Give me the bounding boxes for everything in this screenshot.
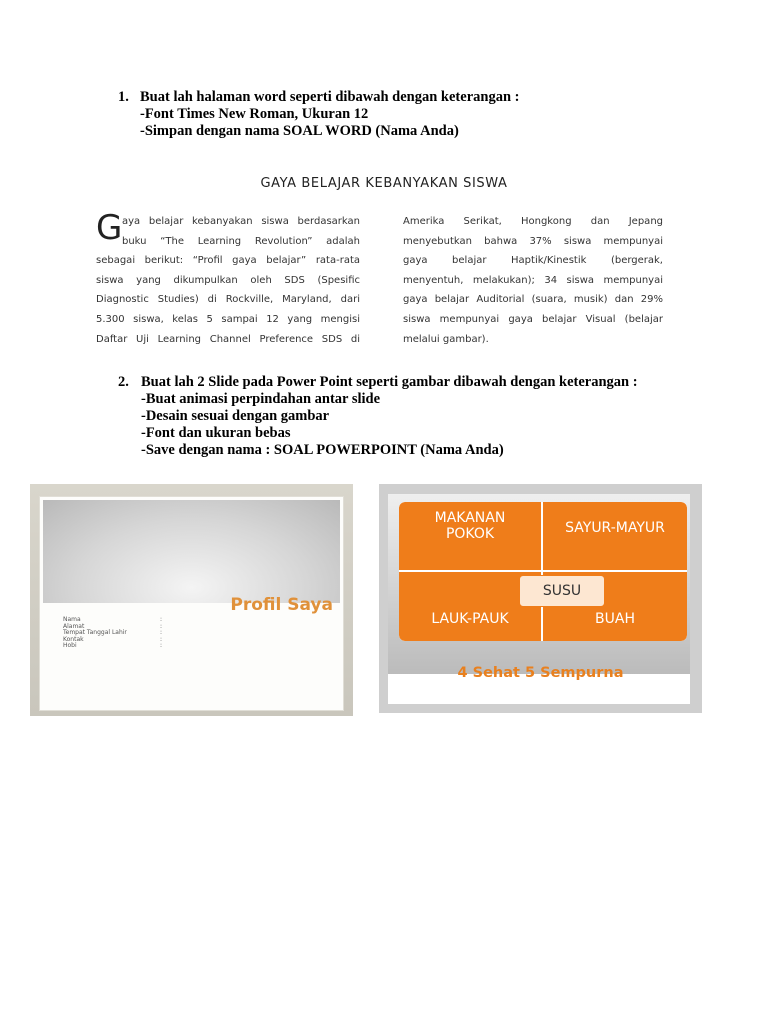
profile-colon: : [160, 635, 163, 643]
cell-susu: SUSU [519, 575, 605, 607]
question-1-line: Buat lah halaman word seperti dibawah dengan keterangan : [140, 89, 520, 105]
article-line: gaya belajar Auditorial (suara, musik) dan 29% [403, 294, 663, 306]
cell-label: POKOK [445, 526, 495, 542]
question-2-line: -Desain sesuai dengan gambar [141, 408, 330, 424]
cell-label: MAKANAN [434, 510, 506, 526]
article-column-right [403, 212, 663, 349]
profile-field-label: Alamat [63, 622, 85, 630]
profile-colon: : [160, 616, 163, 623]
article-line: menyentuh, melakukan); 34 siswa mempunyai [403, 274, 663, 286]
article-line: menyebutkan bahwa 37% siswa mempunyai [403, 235, 663, 247]
profile-colon: : [160, 629, 163, 636]
question-1-line: -Font Times New Roman, Ukuran 12 [140, 106, 369, 122]
article-line: sebagai berikut: “Profil gaya belajar” rata-rata [96, 255, 360, 267]
article-line: Amerika Serikat, Hongkong dan Jepang [403, 216, 663, 227]
article-title: GAYA BELAJAR KEBANYAKAN SISWA [260, 176, 508, 191]
profile-fields [63, 617, 127, 650]
profile-field-label: Kontak [63, 635, 84, 643]
article-line: siswa mempunyai gaya belajar Visual (belajar [403, 313, 663, 325]
drop-cap: G [96, 208, 123, 248]
cell-sayur-mayur: SAYUR-MAYUR [543, 502, 687, 570]
profile-colon: : [160, 622, 163, 630]
article-line: buku “The Learning Revolution” adalah [122, 235, 360, 247]
slide-banner [43, 500, 340, 603]
question-2-line: -Buat animasi perpindahan antar slide [141, 391, 381, 407]
profile-field-label: Nama [63, 616, 81, 623]
article-line: Diagnostic Studies) di Rockville, Maryland, dari [96, 294, 360, 306]
cell-lauk-pauk: LAUK-PAUK [399, 572, 541, 641]
article-column-left [96, 208, 360, 349]
slide-title: Profil Saya [230, 595, 333, 615]
profile-field-label: Hobi [63, 642, 77, 649]
food-grid [399, 502, 687, 641]
question-2-number: 2. [118, 374, 129, 390]
cell-makanan-pokok [399, 502, 541, 570]
question-2-line: Buat lah 2 Slide pada Power Point seperti gambar dibawah dengan keterangan : [141, 374, 638, 390]
slide-4-sehat [379, 484, 702, 713]
question-2-line: -Font dan ukuran bebas [141, 425, 291, 441]
cell-buah: BUAH [543, 572, 687, 641]
slide-title: 4 Sehat 5 Sempurna [457, 665, 624, 681]
slide-profil-saya [30, 484, 353, 716]
slide-canvas [39, 496, 344, 711]
article-line: gaya belajar Haptik/Kinestik (bergerak, [403, 255, 663, 267]
article-line: siswa yang dikumpulkan oleh SDS (Spesific [96, 274, 360, 286]
article-line: aya belajar kebanyakan siswa berdasarkan [122, 216, 360, 227]
question-2-line: -Save dengan nama : SOAL POWERPOINT (Nama Anda) [141, 442, 504, 458]
article-line: Daftar Uji Learning Channel Preference SDS di [96, 333, 360, 345]
article-line: 5.300 siswa, kelas 5 sampai 12 yang mengisi [96, 313, 360, 325]
question-1-line: -Simpan dengan nama SOAL WORD (Nama Anda) [140, 123, 459, 139]
profile-colons [160, 617, 162, 650]
profile-field-label: Tempat Tanggal Lahir [63, 629, 127, 636]
question-1-number: 1. [118, 89, 129, 105]
profile-colon: : [160, 642, 163, 649]
article-line: melalui gambar). [403, 333, 489, 345]
